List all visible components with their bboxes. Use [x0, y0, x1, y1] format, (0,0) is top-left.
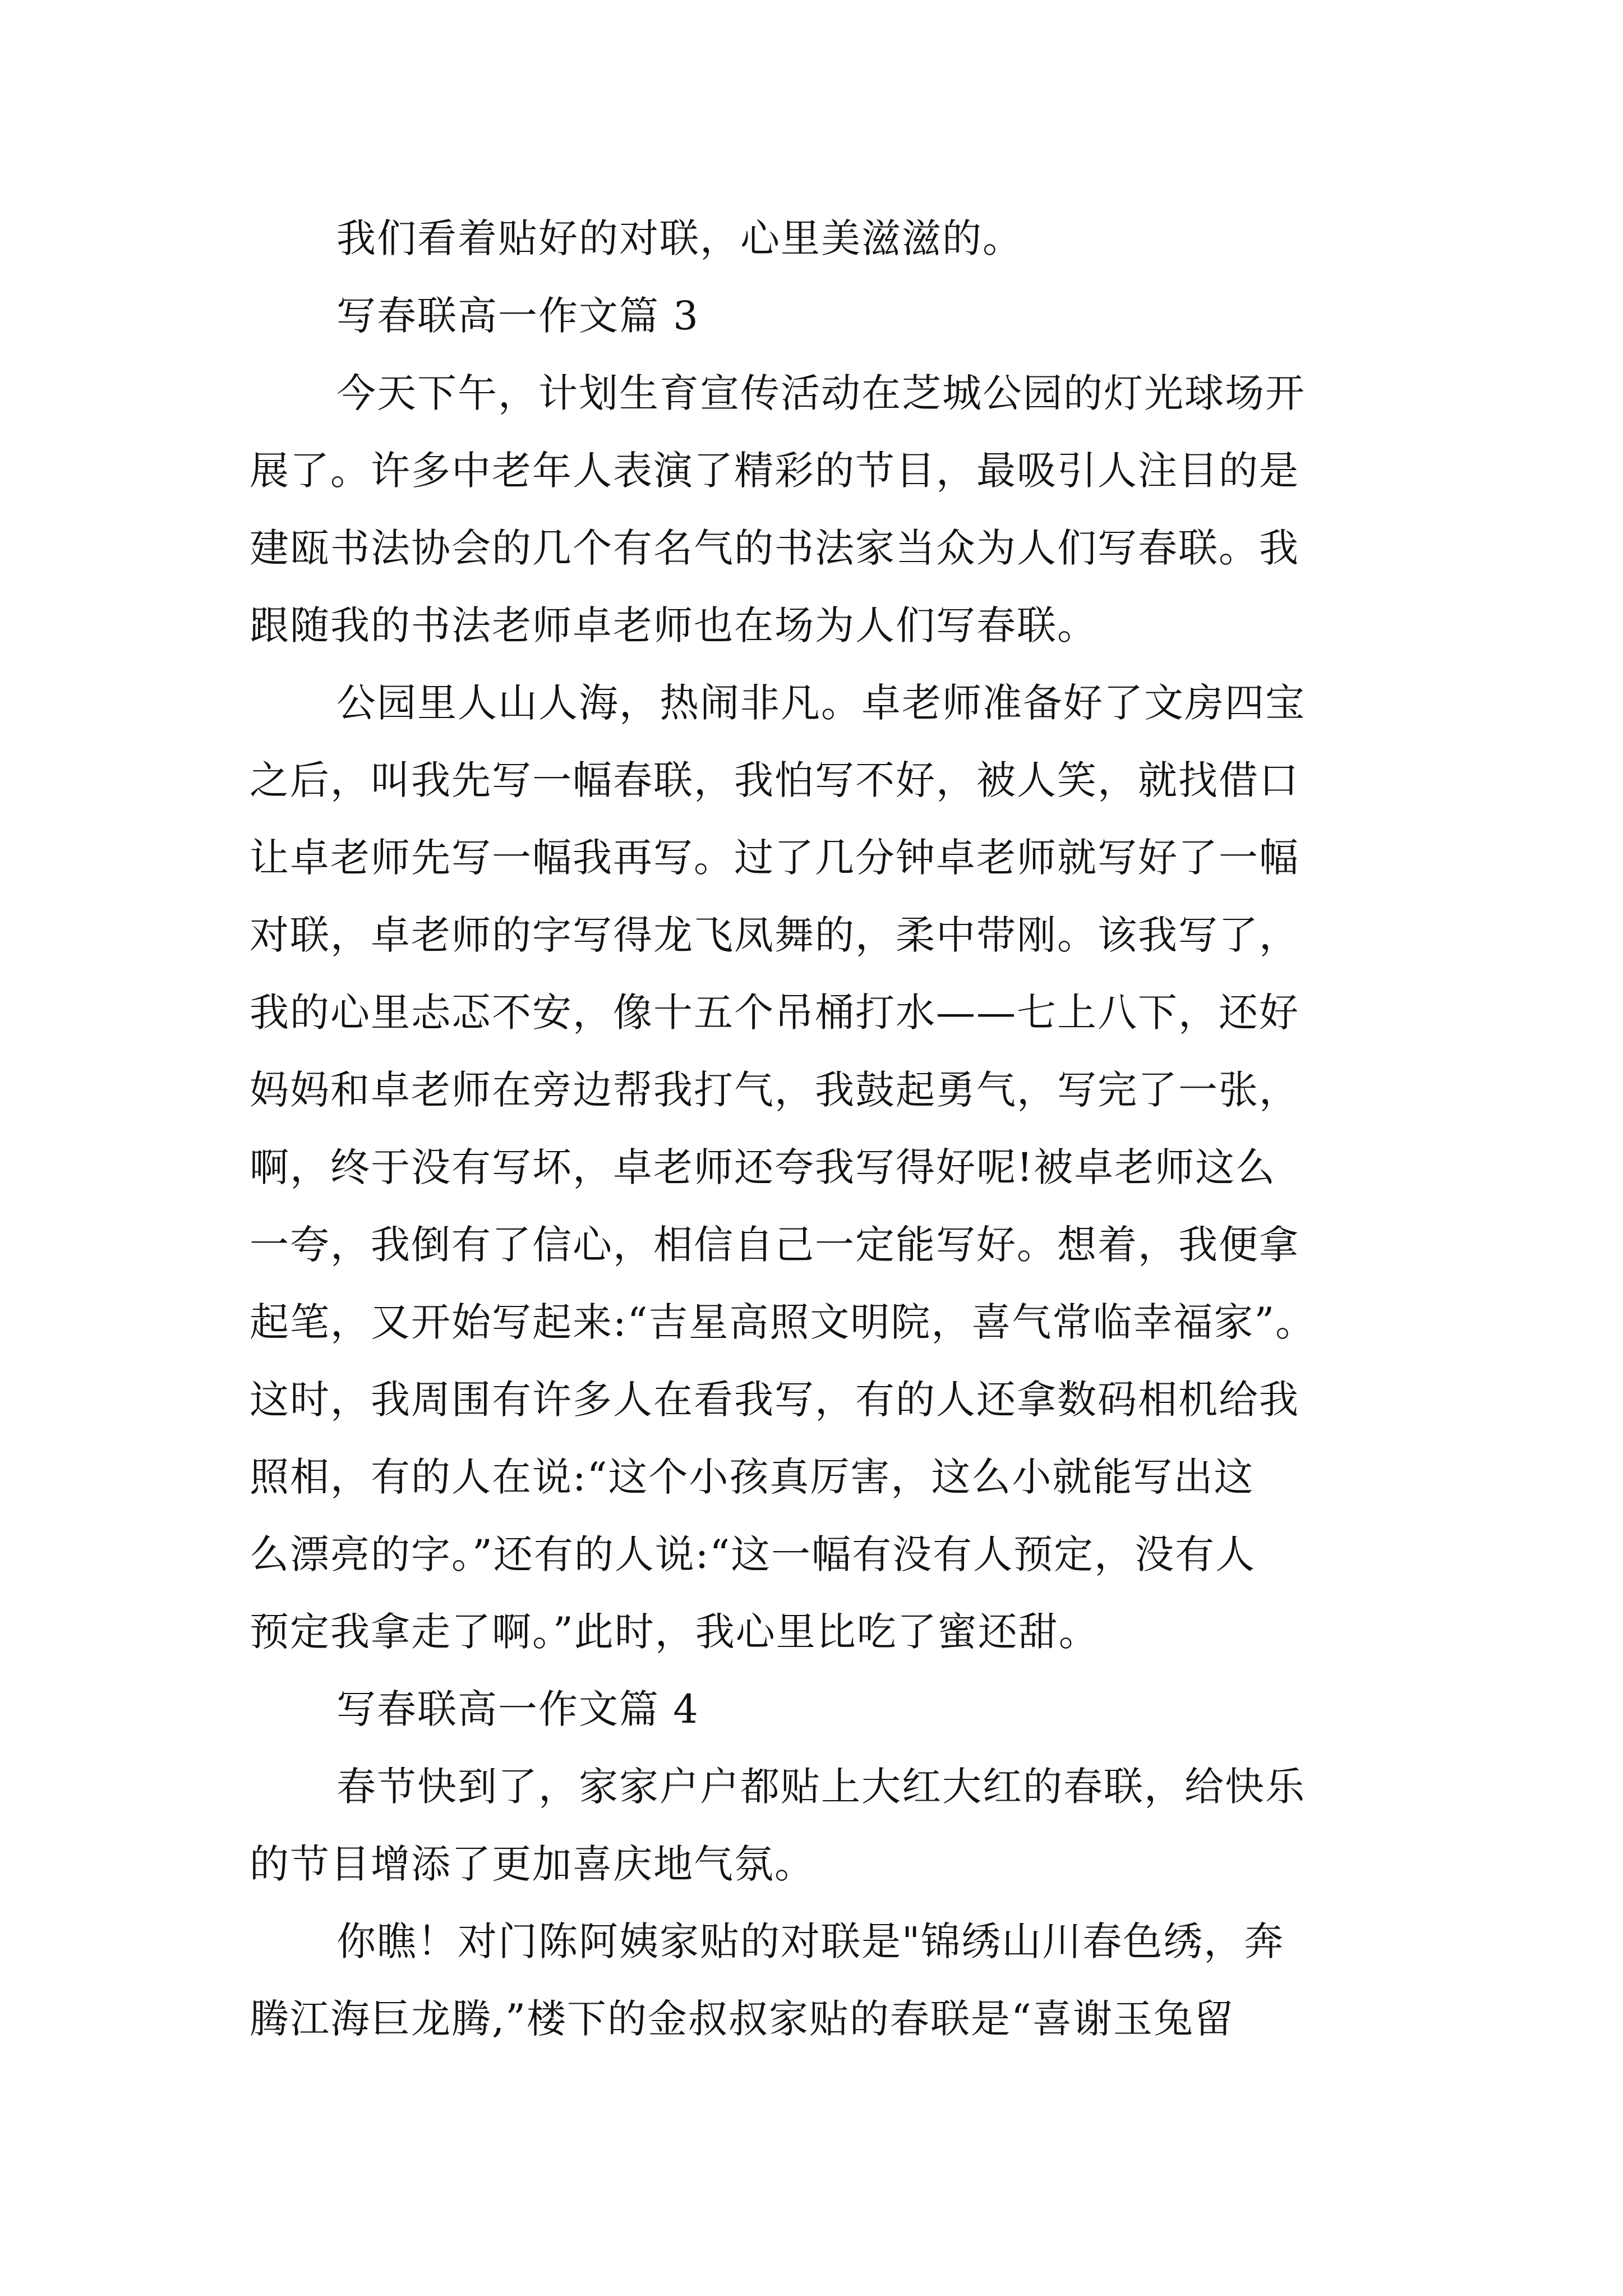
text-line: 么漂亮的字。”还有的人说:“这一幅有没有人预定，没有人 [250, 1531, 1256, 1577]
text-line: 我们看着贴好的对联，心里美滋滋的。 [336, 215, 1023, 261]
text-line: 建瓯书法协会的几个有名气的书法家当众为人们写春联。我 [250, 525, 1299, 571]
text-line: 今天下午，计划生育宣传活动在芝城公园的灯光球场开 [336, 370, 1306, 416]
text-line: 你瞧！对门陈阿姨家贴的对联是"锦绣山川春色绣，奔 [336, 1918, 1285, 1964]
text-line: 照相，有的人在说:“这个小孩真厉害，这么小就能写出这 [250, 1454, 1255, 1500]
text-line: 跟随我的书法老师卓老师也在场为人们写春联。 [250, 602, 1098, 648]
text-line: 对联，卓老师的字写得龙飞凤舞的，柔中带刚。该我写了， [250, 912, 1299, 958]
text-line: 腾江海巨龙腾,”楼下的金叔叔家贴的春联是“喜谢玉兔留 [250, 1996, 1234, 2042]
text-line: 的节目增添了更加喜庆地气氛。 [250, 1841, 815, 1887]
text-line: 起笔，又开始写起来:“吉星高照文明院，喜气常临幸福家”。 [250, 1299, 1316, 1345]
text-line: 公园里人山人海，热闹非凡。卓老师准备好了文房四宝 [336, 680, 1306, 726]
text-line: 让卓老师先写一幅我再写。过了几分钟卓老师就写好了一幅 [250, 835, 1299, 881]
text-line: 展了。许多中老年人表演了精彩的节目，最吸引人注目的是 [250, 448, 1299, 494]
section-heading: 写春联高一作文篇 3 [336, 293, 699, 339]
text-line: 我的心里忐忑不安，像十五个吊桶打水——七上八下，还好 [250, 990, 1299, 1036]
text-line: 预定我拿走了啊。”此时，我心里比吃了蜜还甜。 [250, 1609, 1099, 1655]
text-line: 春节快到了，家家户户都贴上大红大红的春联，给快乐 [336, 1764, 1306, 1810]
text-line: 妈妈和卓老师在旁边帮我打气，我鼓起勇气，写完了一张， [250, 1067, 1299, 1113]
text-line: 这时，我周围有许多人在看我写，有的人还拿数码相机给我 [250, 1377, 1299, 1423]
text-line: 啊，终于没有写坏，卓老师还夸我写得好呢!被卓老师这么 [250, 1144, 1276, 1190]
text-line: 之后，叫我先写一幅春联，我怕写不好，被人笑，就找借口 [250, 757, 1299, 803]
text-line: 一夸，我倒有了信心，相信自己一定能写好。想着，我便拿 [250, 1222, 1299, 1268]
section-heading: 写春联高一作文篇 4 [336, 1686, 699, 1732]
